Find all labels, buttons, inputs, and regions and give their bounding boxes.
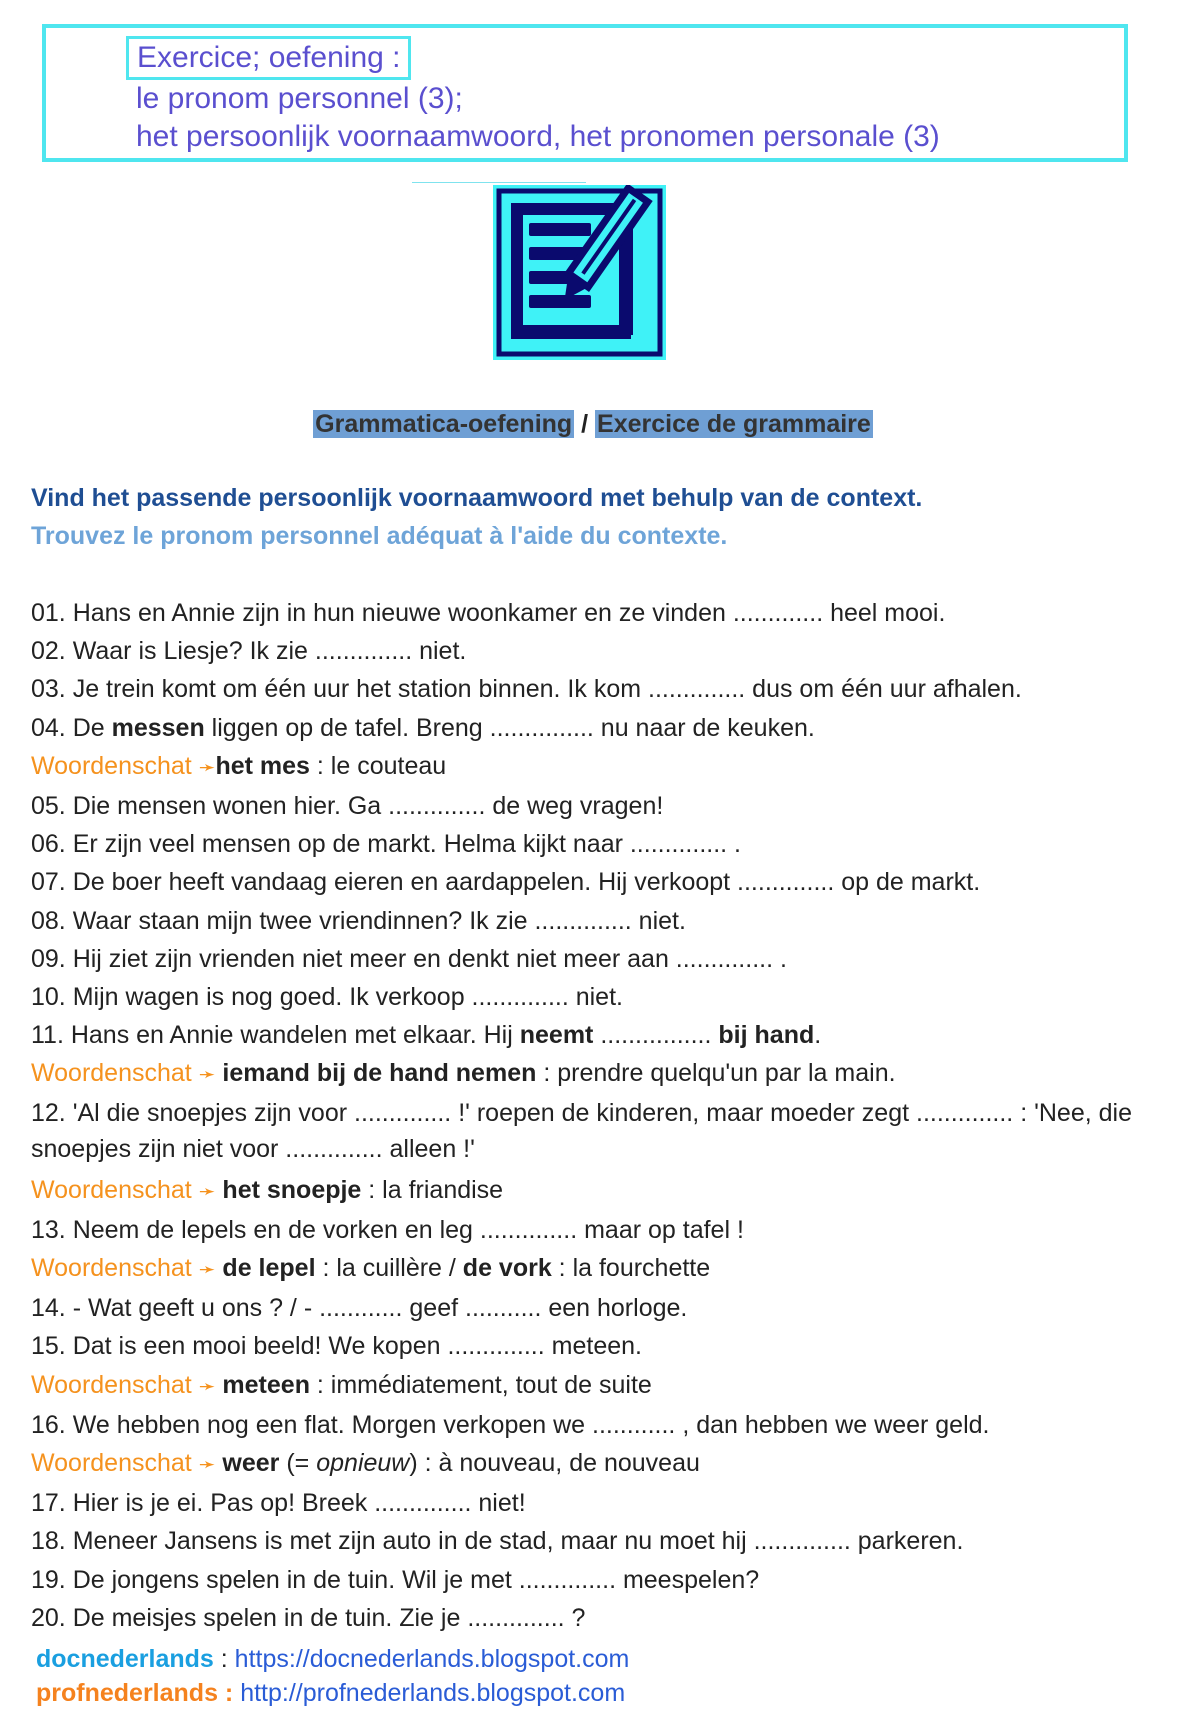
vocab-label: Woordenschat: [31, 1175, 192, 1204]
vocab-note-2: [31, 1054, 1156, 1094]
vocab-term: meteen: [222, 1370, 310, 1399]
vocab-translation: : le couteau: [309, 751, 447, 780]
exercise-item-13: 13. Neem de lepels en de vorken en leg .............. maar op tafel !: [31, 1215, 744, 1244]
vocab-note-1: [31, 747, 1156, 787]
exercise-list: [31, 594, 1156, 1637]
item-text: 04. De: [31, 713, 112, 742]
exercise-item-08: 08. Waar staan mijn twee vriendinnen? Ik zie .............. niet.: [31, 906, 686, 935]
title-line-1: [136, 36, 940, 80]
vocab-translation: : la fourchette: [551, 1254, 711, 1283]
footer-blog-name-1: docnederlands: [36, 1645, 214, 1673]
notepad-pencil-icon: [493, 185, 666, 360]
arrow-icon: ➛: [198, 1180, 216, 1203]
exercise-item-06: 06. Er zijn veel mensen op de markt. Helma kijkt naar .............. .: [31, 830, 741, 859]
exercise-item-17: 17. Hier is je ei. Pas op! Breek .............. niet!: [31, 1489, 526, 1518]
vocab-term: het snoepje: [222, 1175, 362, 1204]
vocab-note-3: [31, 1171, 1156, 1211]
arrow-icon: ➛: [198, 1259, 216, 1282]
vocab-translation: ) : à nouveau, de nouveau: [409, 1449, 700, 1478]
vocab-label: Woordenschat: [31, 1370, 192, 1399]
exercise-item-15: 15. Dat is een mooi beeld! We kopen .............. meteen.: [31, 1332, 642, 1361]
exercise-item-16: 16. We hebben nog een flat. Morgen verkopen we ............ , dan hebben we weer geld.: [31, 1410, 990, 1439]
footer-line-2: [36, 1676, 629, 1710]
instruction-fr: Trouvez le pronom personnel adéquat à l'aide du contexte.: [31, 522, 728, 550]
vocab-translation: : prendre quelqu'un par la main.: [536, 1059, 896, 1088]
title-line-3: het persoonlijk voornaamwoord, het pronomen personale (3): [136, 120, 940, 153]
divider-line: [412, 182, 586, 183]
vocab-term: de vork: [462, 1254, 552, 1283]
vocab-term: het mes: [215, 751, 310, 780]
subtitle-nl: Grammatica-oefening: [315, 410, 573, 438]
footer-link-2[interactable]: http://profnederlands.blogspot.com: [233, 1679, 626, 1707]
exercise-item-01: 01. Hans en Annie zijn in hun nieuwe woonkamer en ze vinden ............. heel mooi.: [31, 599, 946, 627]
footer-link-1[interactable]: https://docnederlands.blogspot.com: [234, 1645, 630, 1673]
vocab-label: Woordenschat: [31, 1059, 192, 1088]
footer-separator: :: [213, 1645, 235, 1673]
vocab-term: iemand bij de hand nemen: [222, 1059, 537, 1088]
arrow-icon: ➛: [198, 1454, 216, 1477]
item-text: .: [814, 1021, 822, 1050]
vocab-term: de lepel: [222, 1254, 316, 1283]
vocab-translation: : la cuillère /: [315, 1254, 463, 1283]
vocab-translation: : la friandise: [361, 1175, 504, 1204]
vocab-note-5: [31, 1366, 1156, 1406]
subtitle-fr: Exercice de grammaire: [597, 410, 871, 438]
exercise-item-20: 20. De meisjes spelen in de tuin. Zie je .............. ?: [31, 1603, 586, 1632]
exercise-item-18: 18. Meneer Jansens is met zijn auto in de stad, maar nu moet hij .............. parkeren.: [31, 1527, 964, 1556]
title-exercise-label: Exercice; oefening :: [126, 36, 411, 80]
item-text: 11. Hans en Annie wandelen met elkaar. Hij: [31, 1021, 520, 1050]
title-box: [42, 24, 1128, 162]
arrow-icon: ➛: [198, 1375, 216, 1398]
exercise-item-03: 03. Je trein komt om één uur het station binnen. Ik kom .............. dus om één uur afhalen.: [31, 675, 1022, 704]
vocab-synonym: opnieuw: [316, 1449, 410, 1478]
vocab-translation: : immédiatement, tout de suite: [309, 1370, 652, 1399]
vocab-paren-open: (=: [279, 1449, 317, 1478]
subtitle-separator: /: [574, 410, 596, 438]
instruction-nl: Vind het passende persoonlijk voornaamwoord met behulp van de context.: [31, 484, 923, 512]
vocab-label: Woordenschat: [31, 1254, 192, 1283]
vocab-note-6: [31, 1444, 1156, 1484]
exercise-item-02: 02. Waar is Liesje? Ik zie .............. niet.: [31, 637, 467, 666]
footer-links: [36, 1642, 629, 1710]
vocab-label: Woordenschat: [31, 751, 192, 780]
exercise-item-12: 12. 'Al die snoepjes zijn voor .............. !' roepen de kinderen, maar moeder zegt .............. : 'Nee, die snoepjes zijn niet voor .............. alleen !': [31, 1098, 1132, 1163]
exercise-item-14: 14. - Wat geeft u ons ? / - ............ geef ........... een horloge.: [31, 1294, 688, 1323]
title-lines: [136, 36, 940, 156]
item-text: ................: [593, 1021, 719, 1050]
exercise-item-05: 05. Die mensen wonen hier. Ga .............. de weg vragen!: [31, 792, 664, 821]
arrow-icon: ➛: [198, 756, 216, 779]
footer-line-1: [36, 1642, 629, 1676]
footer-blog-name-2: profnederlands :: [36, 1679, 234, 1707]
vocab-term: weer: [222, 1449, 280, 1478]
item-bold-word: bij hand: [718, 1021, 815, 1050]
arrow-icon: ➛: [198, 1064, 216, 1087]
exercise-item-10: 10. Mijn wagen is nog goed. Ik verkoop .............. niet.: [31, 983, 623, 1012]
item-text: liggen op de tafel. Breng ............... nu naar de keuken.: [204, 713, 815, 742]
exercise-item-07: 07. De boer heeft vandaag eieren en aardappelen. Hij verkoopt .............. op de markt.: [31, 868, 981, 897]
item-bold-word: neemt: [519, 1021, 594, 1050]
exercise-item-09: 09. Hij ziet zijn vrienden niet meer en denkt niet meer aan .............. .: [31, 944, 787, 973]
exercise-item-11: [31, 1016, 1156, 1054]
exercise-item-19: 19. De jongens spelen in de tuin. Wil je met .............. meespelen?: [31, 1565, 760, 1594]
exercise-subtitle: [0, 410, 1186, 439]
vocab-label: Woordenschat: [31, 1449, 192, 1478]
vocab-note-4: [31, 1249, 1156, 1289]
title-line-2: le pronom personnel (3);: [136, 82, 463, 115]
exercise-item-04: [31, 709, 1156, 747]
item-bold-word: messen: [111, 713, 205, 742]
